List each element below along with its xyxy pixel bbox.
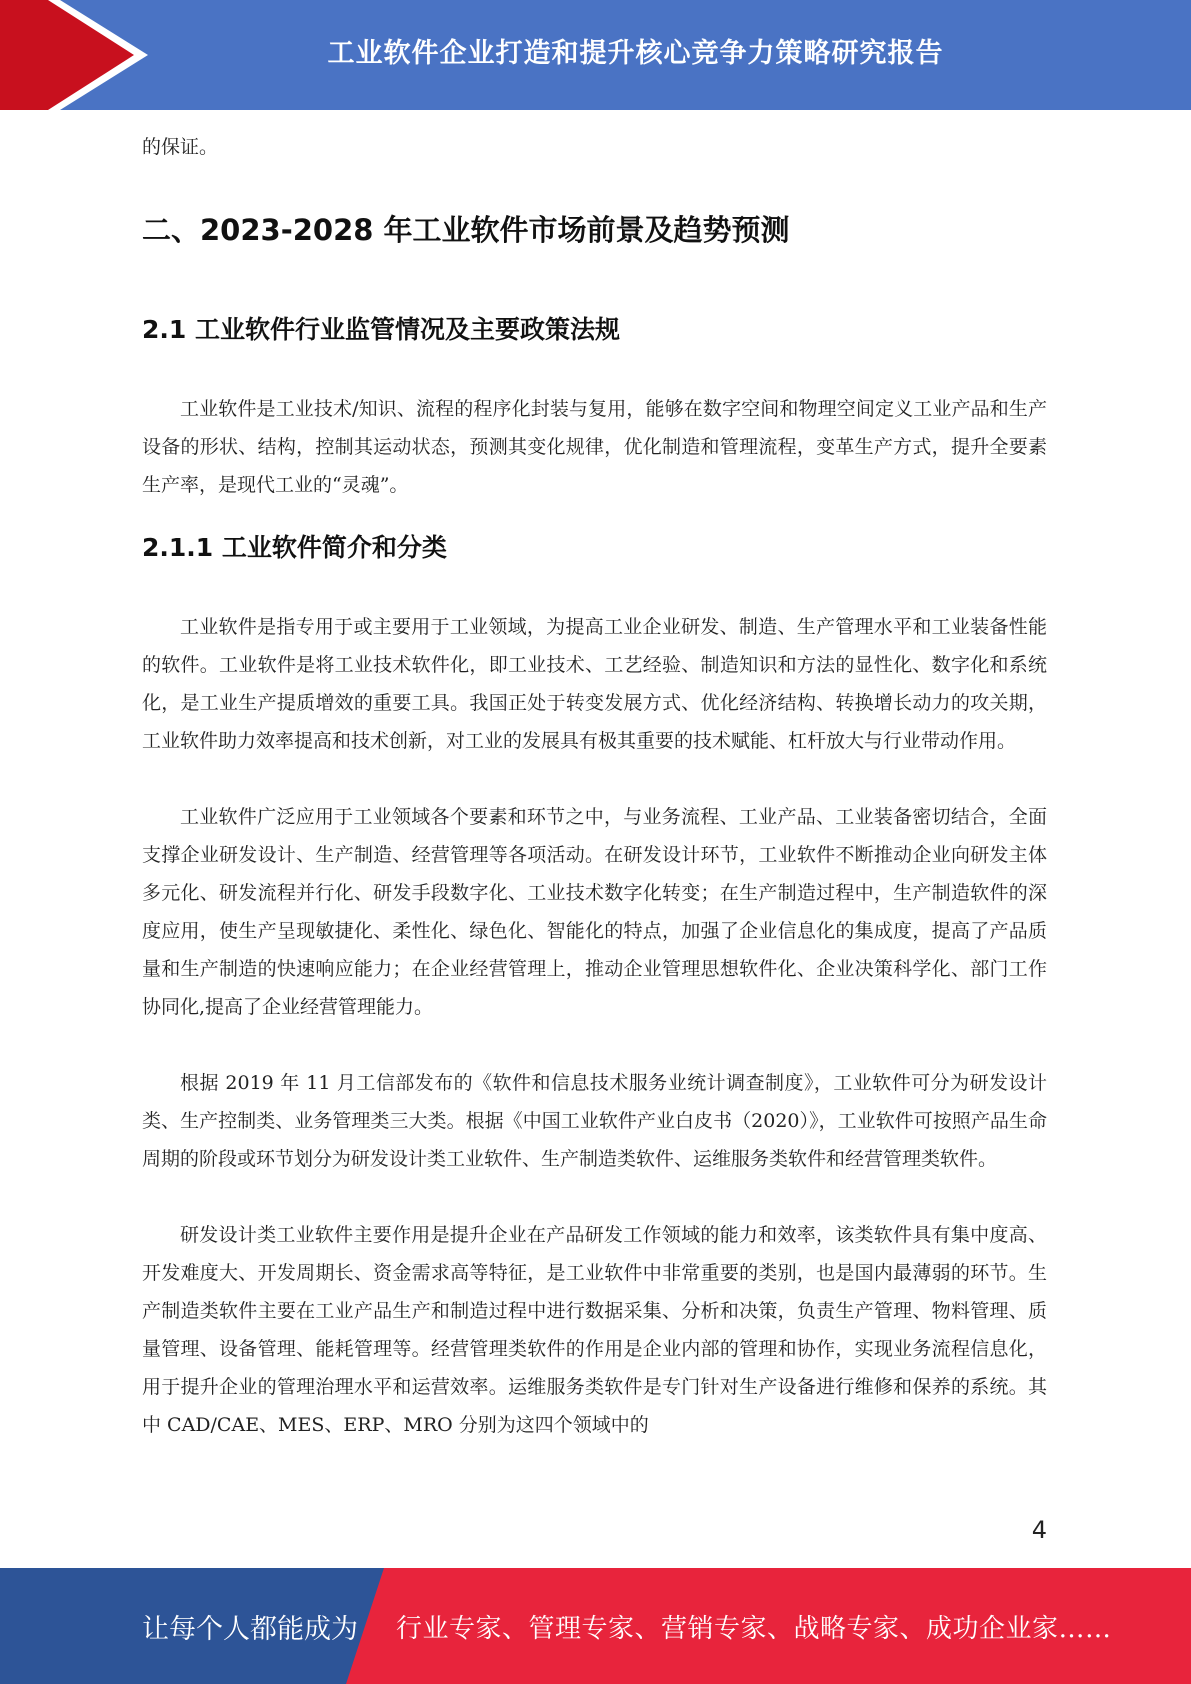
body-paragraph: 工业软件是指专用于或主要用于工业领域，为提高工业企业研发、制造、生产管理水平和工业装备性能的软件。工业软件是将工业技术软件化，即工业技术、工艺经验、制造知识和方法的显性化、数字化和系统化，是工业生产提质增效的重要工具。我国正处于转变发展方式、优化经济结构、转换增长动力的攻关期，工业软件助力效率提高和技术创新，对工业的发展具有极其重要的技术赋能、杠杆放大与行业带动作用。	[142, 616, 1047, 752]
footer-slogan-right: 行业专家、管理专家、营销专家、战略专家、成功企业家……	[396, 1613, 1112, 1644]
subsubsection-title: 2.1.1 工业软件简介和分类	[142, 533, 447, 562]
page-footer	[0, 1568, 1191, 1684]
page-content	[142, 128, 1047, 1444]
body-paragraph: 根据 2019 年 11 月工信部发布的《软件和信息技术服务业统计调查制度》，工业软件可分为研发设计类、生产控制类、业务管理类三大类。根据《中国工业软件产业白皮书（2020）》，工业软件可按照产品生命周期的阶段或环节划分为研发设计类工业软件、生产制造类软件、运维服务类软件和经营管理类软件。	[142, 1072, 1047, 1170]
report-title: 工业软件企业打造和提升核心竞争力策略研究报告	[327, 37, 944, 69]
subsection-title: 2.1 工业软件行业监管情况及主要政策法规	[142, 315, 620, 344]
header-red-chevron-decoration	[0, 0, 160, 110]
section-title: 二、2023-2028 年工业软件市场前景及趋势预测	[142, 213, 790, 247]
lead-paragraph: 的保证。	[142, 136, 219, 158]
footer-slogan-left: 让每个人都能成为	[142, 1613, 358, 1645]
body-paragraph: 工业软件广泛应用于工业领域各个要素和环节之中，与业务流程、工业产品、工业装备密切结合，全面支撑企业研发设计、生产制造、经营管理等各项活动。在研发设计环节，工业软件不断推动企业向研发主体多元化、研发流程并行化、研发手段数字化、工业技术数字化转变；在生产制造过程中，生产制造软件的深度应用，使生产呈现敏捷化、柔性化、绿色化、智能化的特点，加强了企业信息化的集成度，提高了产品质量和生产制造的快速响应能力；在企业经营管理上，推动企业管理思想软件化、企业决策科学化、部门工作协同化,提高了企业经营管理能力。	[142, 806, 1047, 1018]
subsection-paragraph: 工业软件是工业技术/知识、流程的程序化封装与复用，能够在数字空间和物理空间定义工业产品和生产设备的形状、结构，控制其运动状态，预测其变化规律，优化制造和管理流程，变革生产方式，提升全要素生产率，是现代工业的“灵魂”。	[142, 398, 1047, 496]
page-header	[0, 0, 1191, 110]
page-number: 4	[1031, 1516, 1047, 1544]
body-paragraph: 研发设计类工业软件主要作用是提升企业在产品研发工作领域的能力和效率，该类软件具有集中度高、开发难度大、开发周期长、资金需求高等特征，是工业软件中非常重要的类别，也是国内最薄弱的环节。生产制造类软件主要在工业产品生产和制造过程中进行数据采集、分析和决策，负责生产管理、物料管理、质量管理、设备管理、能耗管理等。经营管理类软件的作用是企业内部的管理和协作，实现业务流程信息化，用于提升企业的管理治理水平和运营效率。运维服务类软件是专门针对生产设备进行维修和保养的系统。其中 CAD/CAE、MES、ERP、MRO 分别为这四个领域中的	[142, 1224, 1047, 1436]
